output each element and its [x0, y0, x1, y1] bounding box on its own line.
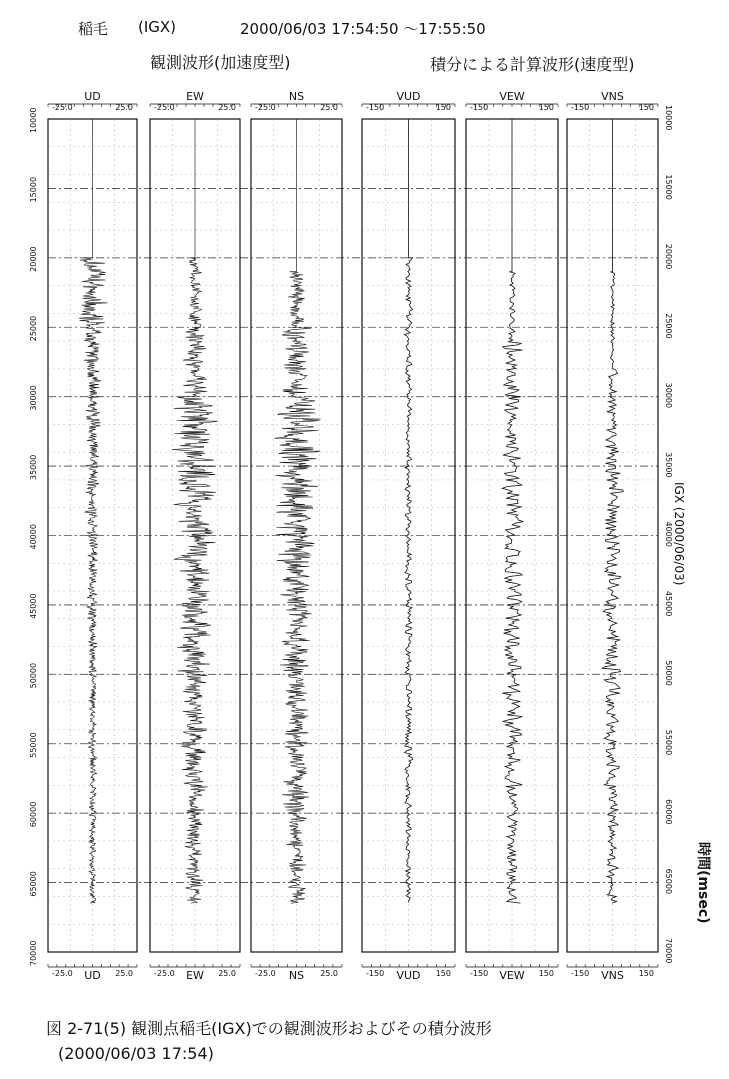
- channel-label-bottom-ns: NS: [288, 969, 305, 982]
- amplitude-tick-label-min: -25.0: [52, 969, 73, 978]
- amplitude-tick-label-min: -150: [571, 103, 590, 112]
- time-tick-label-right: 35000: [664, 452, 673, 478]
- channel-label-top-ns: NS: [288, 90, 305, 103]
- amplitude-tick-label-max: 150: [538, 969, 554, 978]
- time-tick-label-left: 10000: [29, 107, 38, 133]
- time-tick-label-right: 25000: [664, 313, 673, 339]
- channel-label-bottom-vud: VUD: [396, 969, 421, 982]
- amplitude-tick-label-max: 25.0: [218, 969, 236, 978]
- time-axis-label: 時間(msec): [695, 842, 711, 924]
- amplitude-tick-label-min: -150: [366, 969, 385, 978]
- amplitude-tick-label-max: 150: [638, 969, 654, 978]
- time-tick-label-left: 50000: [29, 662, 38, 689]
- time-tick-label-right: 60000: [664, 799, 673, 825]
- waveform-vew: [502, 119, 523, 903]
- time-tick-label-left: 20000: [29, 246, 38, 272]
- amplitude-tick-label-max: 25.0: [115, 969, 133, 978]
- amplitude-tick-label-min: -150: [470, 969, 489, 978]
- amplitude-tick-label-min: -25.0: [255, 103, 276, 112]
- time-tick-label-right: 55000: [664, 729, 673, 756]
- time-tick-label-left: 60000: [29, 801, 38, 828]
- time-tick-label-left: 25000: [29, 315, 38, 342]
- station-date-label: IGX (2000/06/03): [672, 482, 686, 586]
- time-tick-label-right: 30000: [664, 382, 673, 409]
- amplitude-tick-label-max: 25.0: [320, 103, 338, 112]
- time-tick-label-left: 55000: [29, 732, 38, 758]
- time-tick-label-left: 30000: [29, 385, 38, 411]
- time-tick-label-left: 35000: [29, 454, 38, 481]
- time-tick-label-right: 50000: [664, 660, 673, 686]
- time-tick-label-right: 65000: [664, 868, 673, 895]
- time-tick-label-left: 65000: [29, 871, 38, 897]
- channel-label-bottom-ew: EW: [186, 969, 204, 982]
- amplitude-tick-label-min: -25.0: [154, 103, 175, 112]
- time-tick-label-right: 15000: [664, 174, 673, 200]
- channel-label-bottom-vew: VEW: [499, 969, 525, 982]
- channel-label-top-vew: VEW: [499, 90, 525, 103]
- amplitude-tick-label-min: -150: [571, 969, 590, 978]
- channel-label-top-ew: EW: [186, 90, 204, 103]
- time-tick-label-right: 40000: [664, 521, 673, 547]
- channel-label-top-vud: VUD: [396, 90, 421, 103]
- amplitude-tick-label-max: 150: [638, 103, 654, 112]
- station-code: (IGX): [138, 18, 177, 36]
- time-tick-label-right: 70000: [664, 938, 673, 964]
- group-title-velocity: 積分による計算波形(速度型): [430, 55, 635, 74]
- amplitude-tick-label-max: 25.0: [115, 103, 133, 112]
- amplitude-tick-label-min: -150: [470, 103, 489, 112]
- amplitude-tick-label-max: 25.0: [320, 969, 338, 978]
- amplitude-tick-label-min: -25.0: [52, 103, 73, 112]
- group-title-acceleration: 観測波形(加速度型): [150, 53, 291, 72]
- channel-label-bottom-ud: UD: [84, 969, 101, 982]
- channel-label-top-ud: UD: [84, 90, 101, 103]
- time-tick-label-left: 45000: [29, 593, 38, 619]
- figure-caption: 図 2-71(5) 観測点稲毛(IGX)での観測波形およびその積分波形: [46, 1019, 492, 1038]
- time-tick-label-left: 70000: [29, 940, 38, 966]
- amplitude-tick-label-min: -25.0: [154, 969, 175, 978]
- station-name: 稲毛: [78, 20, 109, 38]
- time-tick-label-left: 15000: [29, 176, 38, 203]
- channel-label-bottom-vns: VNS: [601, 969, 624, 982]
- amplitude-tick-label-max: 25.0: [218, 103, 236, 112]
- amplitude-tick-label-max: 150: [435, 103, 451, 112]
- amplitude-tick-label-max: 150: [435, 969, 451, 978]
- time-tick-label-left: 40000: [29, 524, 38, 550]
- figure-caption-date: (2000/06/03 17:54): [58, 1044, 214, 1063]
- channel-label-top-vns: VNS: [601, 90, 624, 103]
- time-tick-label-right: 10000: [664, 105, 673, 131]
- time-tick-label-right: 45000: [664, 590, 673, 617]
- amplitude-tick-label-max: 150: [538, 103, 554, 112]
- time-range: 2000/06/03 17:54:50 ～17:55:50: [240, 20, 486, 38]
- time-tick-label-right: 20000: [664, 243, 673, 270]
- amplitude-tick-label-min: -150: [366, 103, 385, 112]
- amplitude-tick-label-min: -25.0: [255, 969, 276, 978]
